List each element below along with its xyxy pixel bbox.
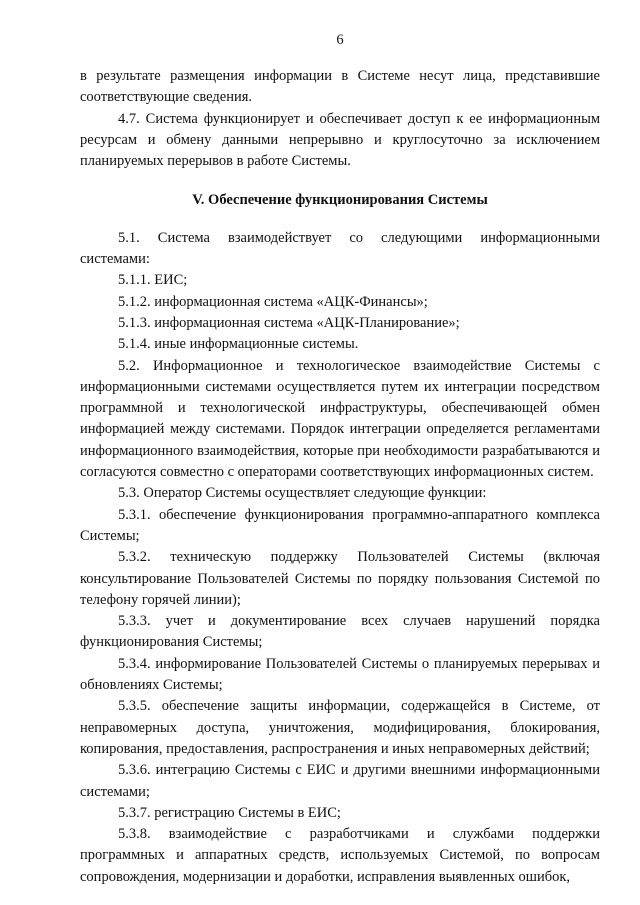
paragraph: 5.3.1. обеспечение функционирования программно-аппаратного комплекса Системы; <box>80 506 600 544</box>
paragraph: 5.3.7. регистрацию Системы в ЕИС; <box>118 804 341 821</box>
paragraph: 5.1.1. ЕИС; <box>118 272 188 289</box>
paragraph: 5.1. Система взаимодействует со следующими информационными системами: <box>80 229 600 268</box>
paragraph: 5.1.3. информационная система «АЦК-Планирование»; <box>118 314 460 331</box>
section-heading: V. Обеспечение функционирования Системы <box>192 192 488 209</box>
paragraph: 5.1.2. информационная система «АЦК-Финансы»; <box>118 293 428 310</box>
paragraph: 5.3.6. интеграцию Системы с ЕИС и другими внешними информационными системами; <box>80 762 600 800</box>
paragraph: 5.3. Оператор Системы осуществляет следующие функции: <box>118 485 487 502</box>
paragraph: 5.2. Информационное и технологическое взаимодействие Системы с информационными системами осуществляется путем их интеграции посредством программной и технологической инфраструктуры, обеспечивающей обмен информацией между системами. Порядок интеграции определяется регламентами информационного взаимодействия, которые при необходимости разрабатываются и согласуются совместно с операторами соответствующих информационных систем. <box>80 357 600 481</box>
paragraph: 4.7. Система функционирует и обеспечивает доступ к ее информационным ресурсам и обмену данными непрерывно и круглосуточно за исключением планируемых перерывов в работе Системы. <box>80 110 600 170</box>
paragraph: в результате размещения информации в Системе несут лица, представившие соответствующие сведения. <box>80 68 600 106</box>
document-page <box>80 30 600 888</box>
paragraph: 5.3.4. информирование Пользователей Системы о планируемых перерывах и обновлениях Системы; <box>80 655 600 694</box>
paragraph: 5.3.8. взаимодействие с разработчиками и службами поддержки программных и аппаратных средств, используемых Системой, по вопросам сопровождения, модернизации и доработки, исправления выявленных ошибок, <box>80 826 600 885</box>
paragraphs-after-heading <box>80 228 600 888</box>
paragraph: 5.3.3. учет и документирование всех случаев нарушений порядка функционирования Системы; <box>80 613 600 651</box>
paragraphs-before-heading <box>80 66 600 172</box>
paragraph: 5.1.4. иные информационные системы. <box>118 336 359 353</box>
paragraph: 5.3.5. обеспечение защиты информации, содержащейся в Системе, от неправомерных доступа, уничтожения, модифицирования, блокирования, копирования, предоставления, распространения и иных неправомерных действий; <box>80 698 600 757</box>
paragraph: 5.3.2. техническую поддержку Пользователей Системы (включая консультирование Пользователей Системы по порядку пользования Системой по телефону горячей линии); <box>80 549 600 608</box>
page-number: 6 <box>336 32 344 48</box>
